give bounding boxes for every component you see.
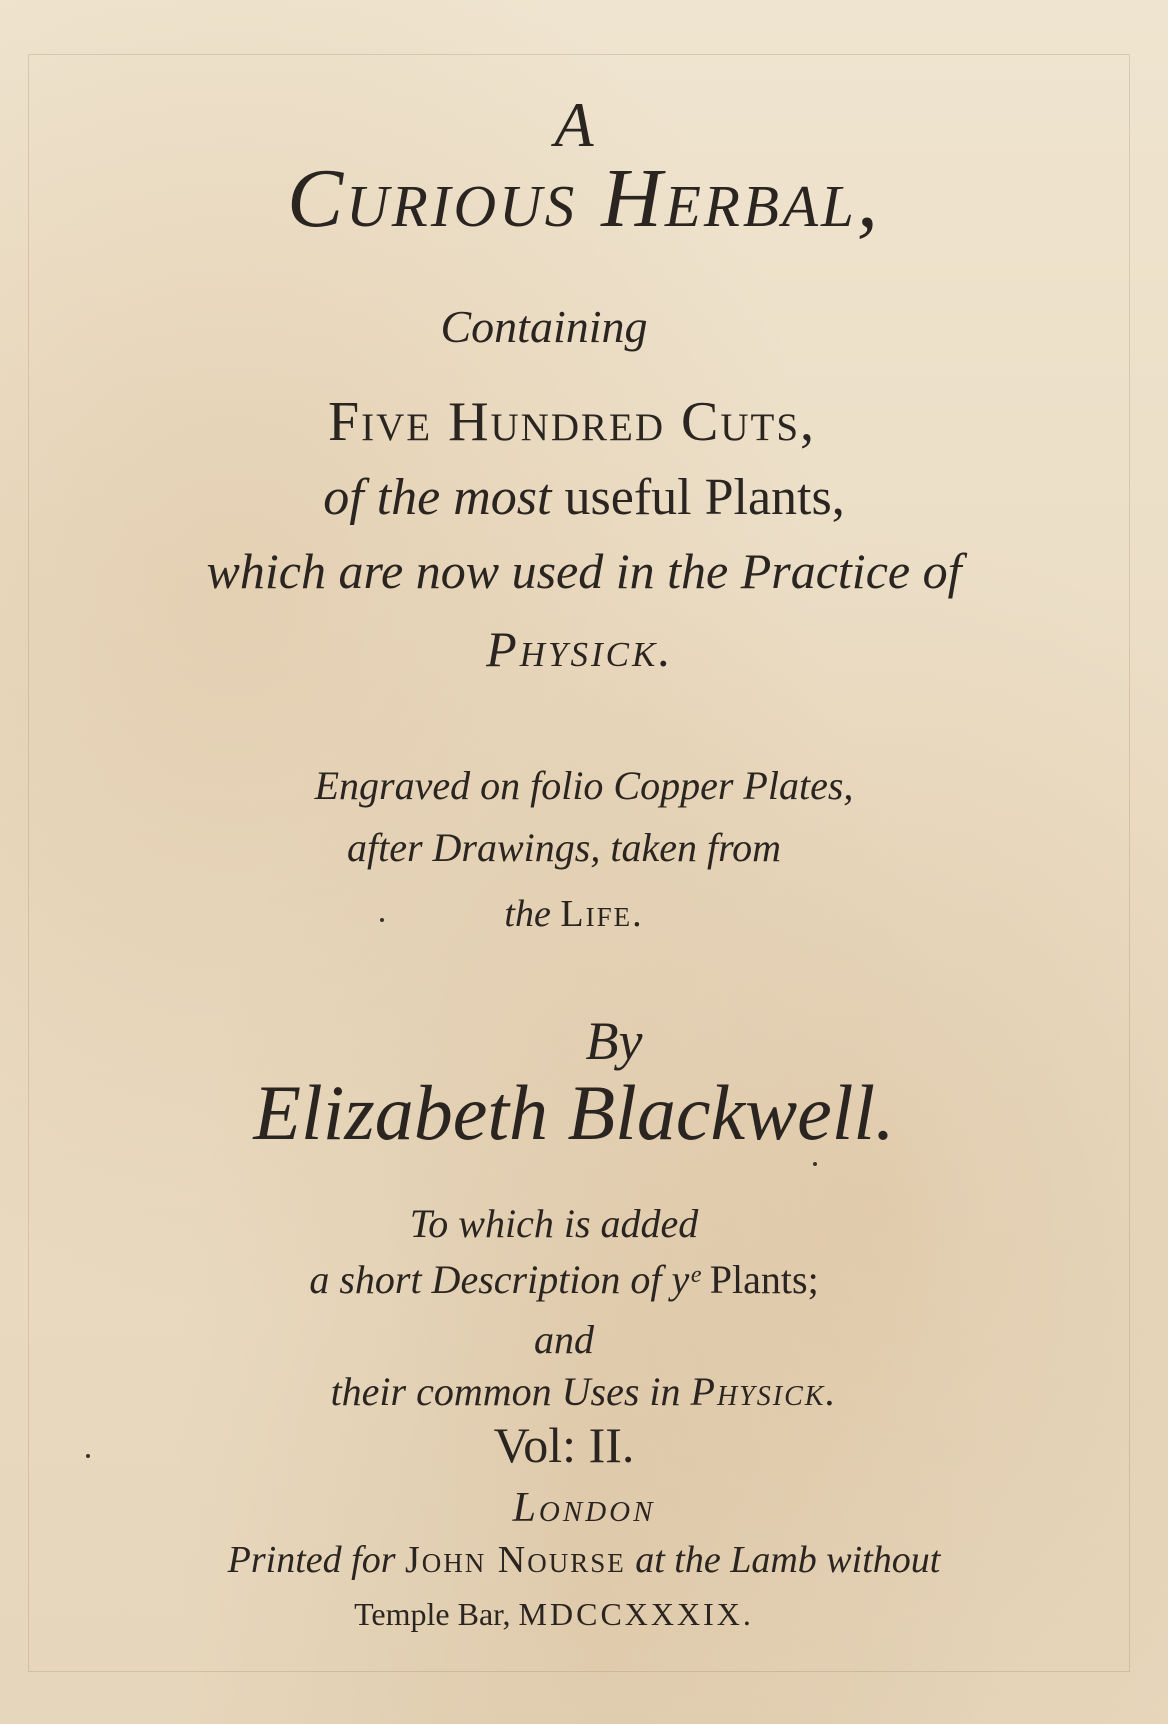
ink-speck	[380, 918, 384, 922]
engraved-line: Engraved on folio Copper Plates,	[314, 763, 854, 808]
practice-line: which are now used in the Practice of	[206, 543, 962, 599]
after-drawings-line: after Drawings, taken from	[346, 825, 782, 870]
publisher-name: John Nourse	[405, 1539, 626, 1581]
imprint-year: MDCCXXXIX.	[518, 1596, 754, 1632]
temple-bar-line	[0, 1596, 1138, 1633]
the-text: the	[504, 893, 551, 935]
imprint-city: London	[512, 1485, 656, 1531]
ink-speck	[86, 1454, 90, 1458]
short-description-line	[0, 1256, 1148, 1303]
and-text: and	[534, 1317, 594, 1362]
containing-text: Containing	[440, 301, 648, 352]
by-text: By	[585, 1011, 643, 1071]
short-description-text: a short Description of yᵉ	[309, 1257, 700, 1302]
author-name: Elizabeth Blackwell.	[253, 1069, 895, 1156]
volume-number: Vol: II.	[493, 1417, 635, 1473]
life-text: Life.	[560, 893, 644, 935]
ink-speck	[813, 1162, 817, 1166]
to-which-added: To which is added	[409, 1201, 699, 1246]
of-the-most-text: of the most	[323, 469, 552, 526]
common-uses-line	[0, 1368, 1168, 1415]
printer-line	[0, 1538, 1168, 1582]
plants-text: Plants;	[709, 1257, 819, 1302]
common-uses-text: their common Uses in	[330, 1369, 681, 1414]
at-the-lamb-text: at the Lamb without	[635, 1539, 941, 1581]
useful-plants-line	[0, 468, 1168, 527]
physick-small: Physick.	[690, 1369, 838, 1414]
title-article: A	[554, 89, 594, 160]
useful-plants-text: useful Plants,	[564, 469, 845, 526]
the-life-line	[0, 892, 1158, 936]
five-hundred-cuts: Five Hundred Cuts,	[327, 391, 817, 453]
book-title: Curious Herbal,	[287, 152, 881, 245]
temple-bar-text: Temple Bar,	[354, 1596, 511, 1632]
printed-for-text: Printed for	[227, 1539, 396, 1581]
physick-heading: Physick.	[486, 621, 674, 677]
